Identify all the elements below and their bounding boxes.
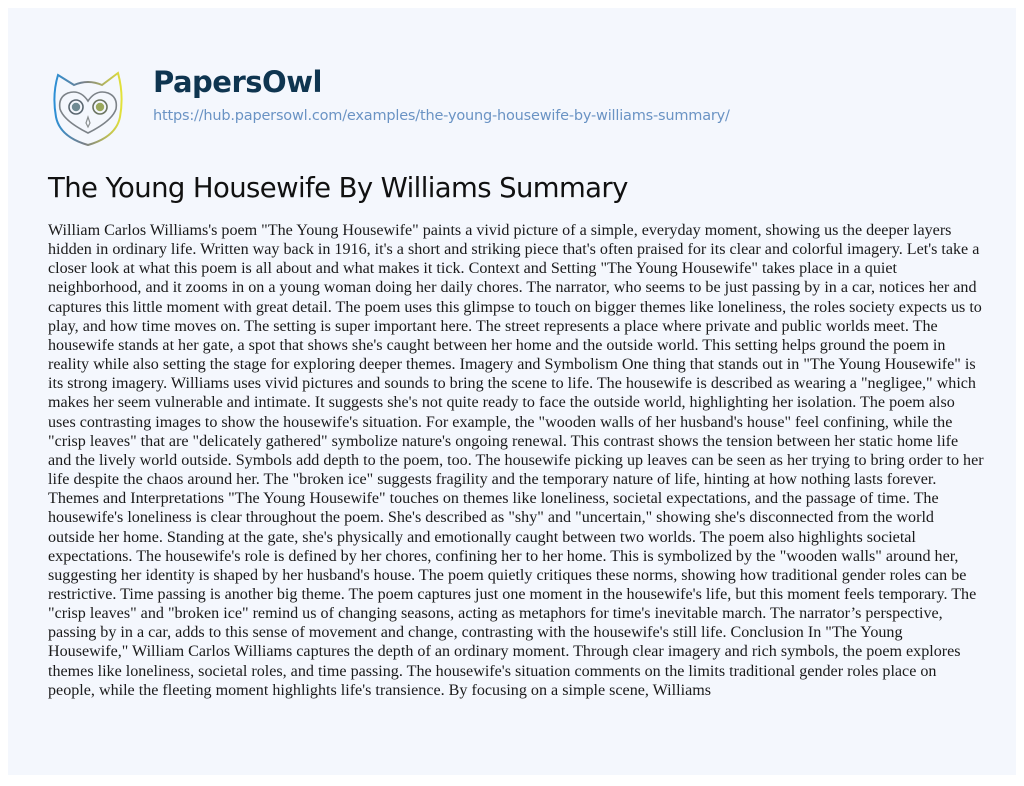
- article-body: [48, 221, 1008, 700]
- brand-name[interactable]: PapersOwl: [153, 65, 322, 99]
- article-line: uses contrasting images to show the housewife's situation. For example, the "wooden walls of her husband's house" feel confining, while the: [48, 413, 953, 431]
- source-url[interactable]: https://hub.papersowl.com/examples/the-young-housewife-by-williams-summary/: [153, 108, 730, 124]
- article-line: outside her home. Standing at the gate, she's physically and emotionally caught between two worlds. The poem also highlights societal: [48, 528, 916, 546]
- article-line: expectations. The housewife's role is defined by her chores, confining her to her home. This is symbolized by the "wooden walls" around her,: [48, 547, 959, 565]
- brand-header: [50, 65, 730, 149]
- article-line: themes like loneliness, societal roles, and time passing. The housewife's situation comments on the limits traditional gender roles place on: [48, 662, 937, 680]
- article-line: neighborhood, and it zooms in on a young woman doing her daily chores. The narrator, who seems to be just passing by in a car, notices her and: [48, 279, 977, 297]
- article-line: passing by in a car, adds to this sense of movement and change, contrasting with the housewife's still life. Conclusion In "The Young: [48, 624, 903, 642]
- article-line: play, and how time moves on. The setting is super important here. The street represents a place where private and public worlds meet. The: [48, 317, 938, 335]
- article-line: "crisp leaves" that are "delicately gathered" symbolize nature's ongoing renewal. This contrast shows the tension between her static home life: [48, 432, 959, 450]
- article-line: life despite the chaos around her. The "broken ice" suggests fragility and the temporary nature of life, hinting at how nothing lasts forever.: [48, 471, 937, 489]
- article-line: Themes and Interpretations "The Young Housewife" touches on themes like loneliness, societal expectations, and the passage of time. The: [48, 490, 939, 508]
- article-line: William Carlos Williams's poem "The Young Housewife" paints a vivid picture of a simple, everyday moment, showing us the deeper layers: [48, 222, 952, 239]
- article-line: reality while also setting the stage for exploring deeper themes. Imagery and Symbolism One thing that stands out in "The Young Housewife" is: [48, 356, 976, 374]
- article-line: closer look at what this poem is all about and what makes it tick. Context and Setting "The Young Housewife" takes place in a quiet: [48, 260, 897, 278]
- article-line: makes her seem vulnerable and intimate. It suggests she's not quite ready to face the outside world, highlighting her isolation. The poem also: [48, 394, 955, 412]
- owl-logo-icon: [50, 65, 126, 149]
- article-line: captures this little moment with great detail. The poem uses this glimpse to touch on bigger themes like loneliness, the roles society expects us to: [48, 298, 982, 316]
- article-line: hidden in ordinary life. Written way back in 1916, it's a short and striking piece that's often praised for its clear and colorful imagery. Let's take a: [48, 241, 980, 259]
- page-title: The Young Housewife By Williams Summary: [48, 172, 628, 204]
- article-line: housewife stands at her gate, a spot that shows she's caught between her home and the outside world. This setting helps ground the poem in: [48, 336, 946, 354]
- article-line: its strong imagery. Williams uses vivid pictures and sounds to bring the scene to life. The housewife is described as wearing a "negligee," which: [48, 375, 976, 393]
- article-line: and the lively world outside. Symbols add depth to the poem, too. The housewife picking up leaves can be seen as her trying to bring order to her: [48, 451, 984, 469]
- article-line: "crisp leaves" and "broken ice" remind us of changing seasons, acting as metaphors for time's inevitable march. The narrator’s perspective,: [48, 605, 943, 623]
- article-line: suggesting her identity is shaped by her husband's house. The poem quietly critiques these norms, showing how traditional gender roles can be: [48, 566, 967, 584]
- article-line: restrictive. Time passing is another big theme. The poem captures just one moment in the housewife's life, but this moment feels temporary. The: [48, 585, 977, 603]
- article-line: people, while the fleeting moment highlights life's transience. By focusing on a simple scene, Williams: [48, 681, 711, 699]
- article-line: Housewife," William Carlos Williams captures the depth of an ordinary moment. Through clear imagery and rich symbols, the poem explores: [48, 643, 961, 661]
- article-line: housewife's loneliness is clear throughout the poem. She's described as "shy" and "uncertain," showing she's disconnected from the world: [48, 509, 934, 527]
